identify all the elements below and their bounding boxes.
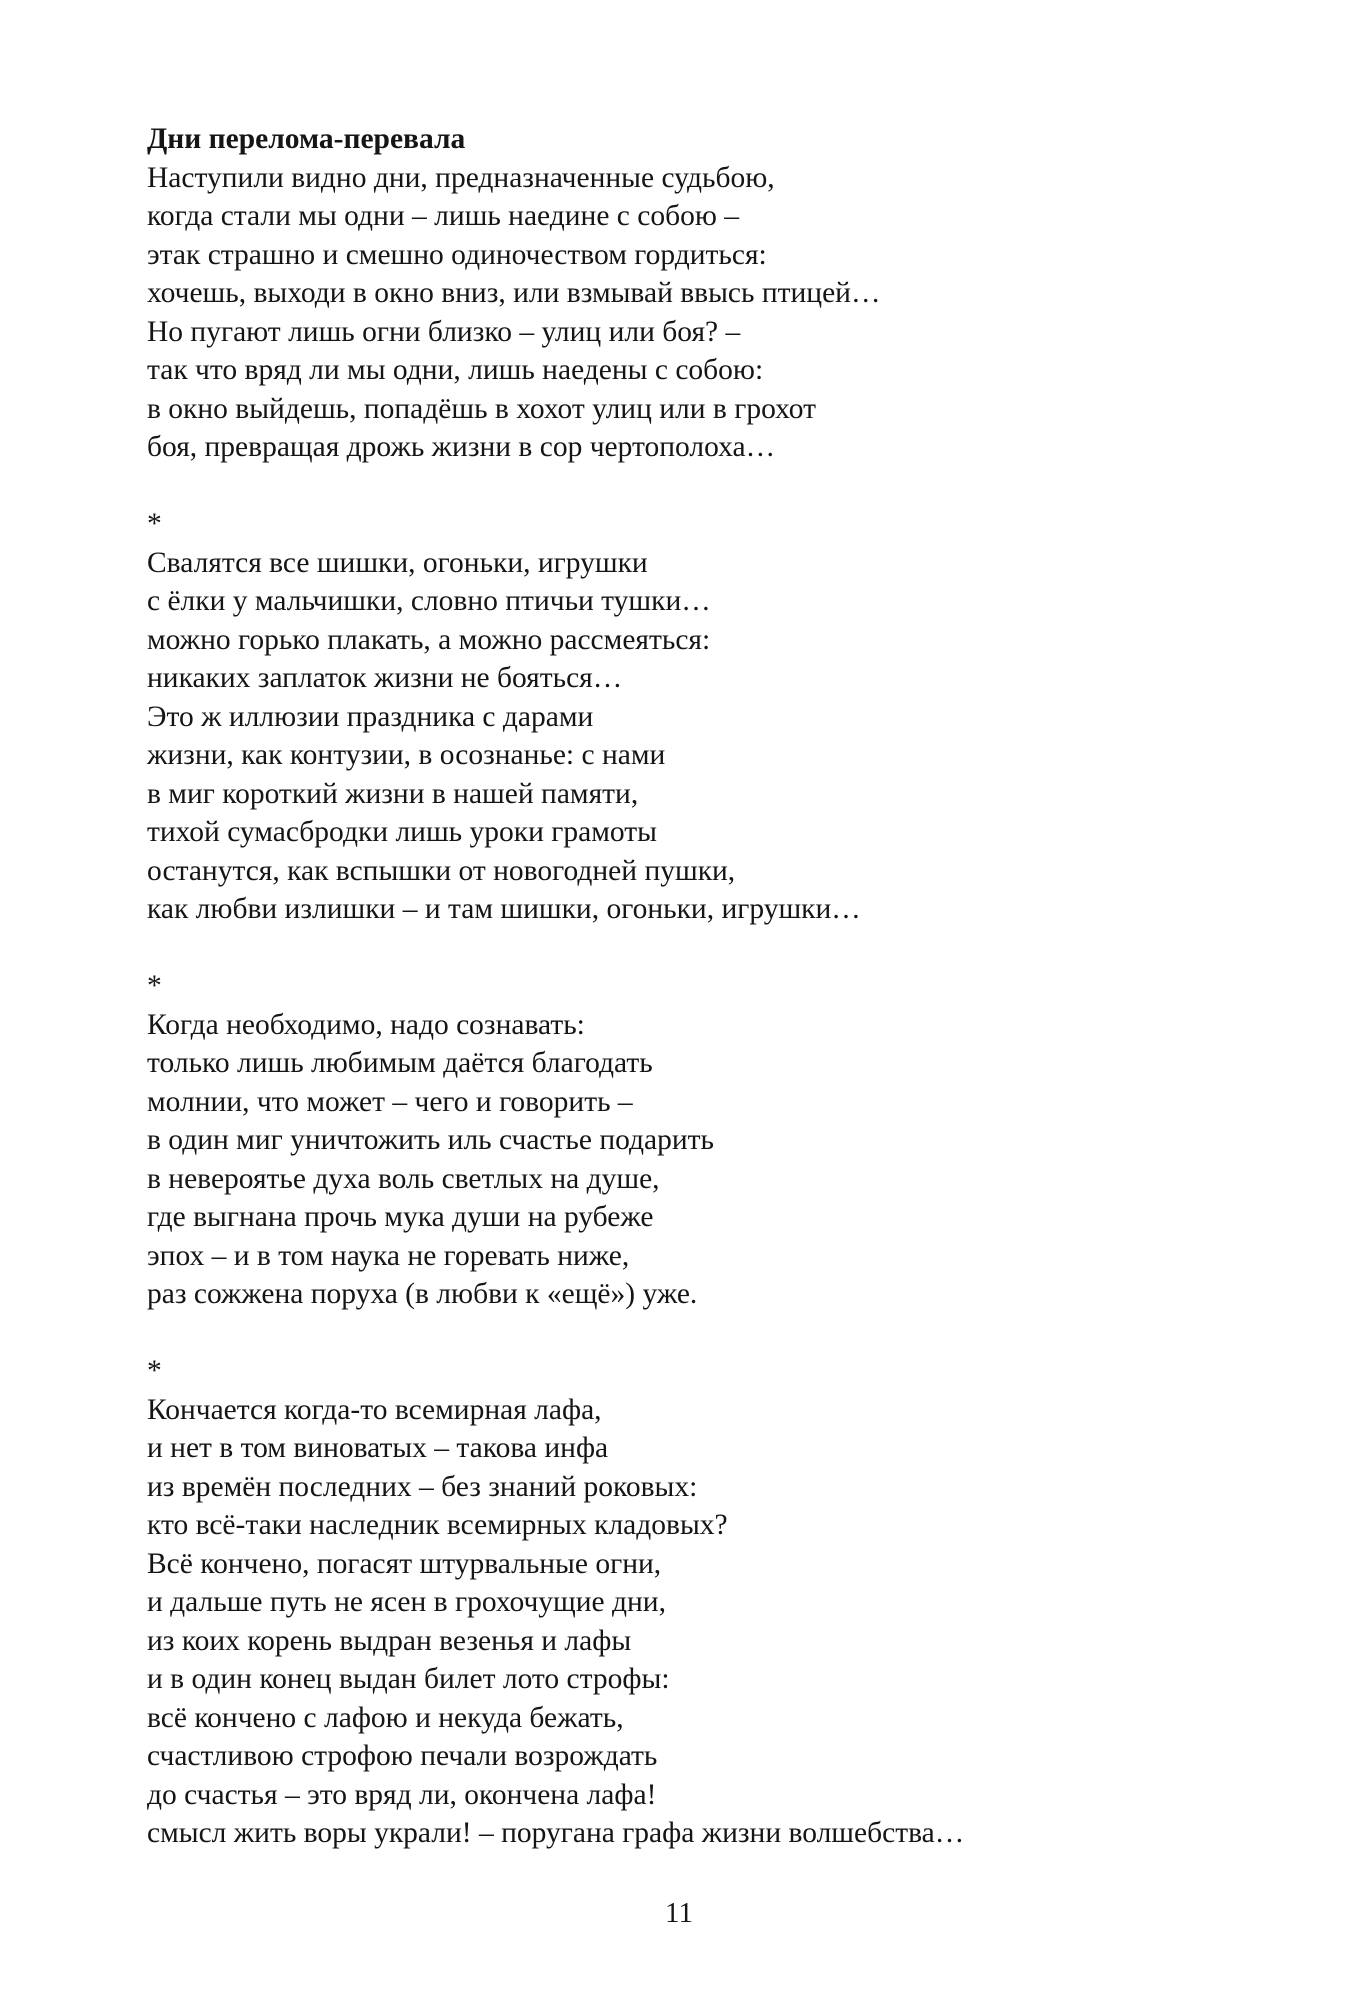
poem-line: и нет в том виноватых – такова инфа <box>147 1432 609 1464</box>
poem-line: эпох – и в том наука не горевать ниже, <box>147 1239 630 1272</box>
poem-content <box>147 120 1247 1853</box>
poem-line: где выгнана прочь мука души на рубеже <box>147 1201 654 1233</box>
poem-line: смысл жить воры украли! – поругана графа жизни волшебства… <box>147 1817 965 1849</box>
poem-line: так что вряд ли мы одни, лишь наедены с собою: <box>147 354 764 386</box>
poem-line: из коих корень выдран везенья и лафы <box>147 1624 632 1657</box>
poem-line: Свалятся все шишки, огоньки, игрушки <box>147 546 648 579</box>
poem-line: раз сожжена поруха (в любви к «ещё») уже. <box>147 1278 698 1310</box>
poem-line: можно горько плакать, а можно рассмеяться: <box>147 623 711 656</box>
page-number: 11 <box>665 1897 693 1929</box>
poem-line: когда стали мы одни – лишь наедине с собою – <box>147 200 740 232</box>
stanza <box>147 505 1247 929</box>
poem-line: останутся, как вспышки от новогодней пушки, <box>147 854 736 887</box>
poem-line: только лишь любимым даётся благодать <box>147 1047 653 1079</box>
poem-line: никаких заплаток жизни не бояться… <box>147 662 623 694</box>
poem-line: Кончается когда-то всемирная лафа, <box>147 1393 602 1426</box>
poem-line: в один миг уничтожить иль счастье подарить <box>147 1124 715 1156</box>
stanzas-container <box>147 159 1247 1853</box>
poem-line: и в один конец выдан билет лото строфы: <box>147 1663 670 1695</box>
stanza <box>147 159 1247 467</box>
poem-line: всё кончено с лафою и некуда бежать, <box>147 1701 624 1734</box>
poem-line: молнии, что может – чего и говорить – <box>147 1085 633 1118</box>
poem-line: жизни, как контузии, в осознанье: с нами <box>147 739 666 771</box>
stanza-gap <box>147 467 1247 506</box>
poem-line: тихой сумасбродки лишь уроки грамоты <box>147 816 657 848</box>
poem-line: в окно выйдешь, попадёшь в хохот улиц или в грохот <box>147 392 816 425</box>
poem-line: боя, превращая дрожь жизни в сор чертополоха… <box>147 431 776 463</box>
poem-line: в миг короткий жизни в нашей памяти, <box>147 777 639 810</box>
poem-line: Но пугают лишь огни близко – улиц или боя? – <box>147 315 741 348</box>
stanza <box>147 967 1247 1314</box>
poem-line: Всё кончено, погасят штурвальные огни, <box>147 1547 662 1580</box>
stanza <box>147 1352 1247 1853</box>
poem-line: счастливою строфою печали возрождать <box>147 1740 658 1772</box>
stanza-separator: * <box>147 508 162 540</box>
poem-line: с ёлки у мальчишки, словно птичьи тушки… <box>147 585 711 617</box>
poem-line: Когда необходимо, надо сознавать: <box>147 1008 585 1041</box>
poem-line: этак страшно и смешно одиночеством гордиться: <box>147 238 767 271</box>
poem-line: в невероятье духа воль светлых на душе, <box>147 1162 660 1195</box>
stanza-gap <box>147 929 1247 968</box>
stanza-separator: * <box>147 1355 162 1387</box>
poem-line: из времён последних – без знаний роковых: <box>147 1470 698 1503</box>
poem-line: как любви излишки – и там шишки, огоньки, игрушки… <box>147 893 861 925</box>
stanza-separator: * <box>147 970 162 1002</box>
poem-line: кто всё-таки наследник всемирных кладовых? <box>147 1509 728 1541</box>
poem-line: Наступили видно дни, предназначенные судьбою, <box>147 161 775 194</box>
poem-line: Это ж иллюзии праздника с дарами <box>147 700 594 733</box>
poem-line: и дальше путь не ясен в грохочущие дни, <box>147 1586 666 1618</box>
stanza-gap <box>147 1314 1247 1353</box>
poem-line: хочешь, выходи в окно вниз, или взмывай ввысь птицей… <box>147 277 881 309</box>
poem-line: до счастья – это вряд ли, окончена лафа! <box>147 1778 657 1811</box>
poem-title: Дни перелома-перевала <box>147 123 466 155</box>
